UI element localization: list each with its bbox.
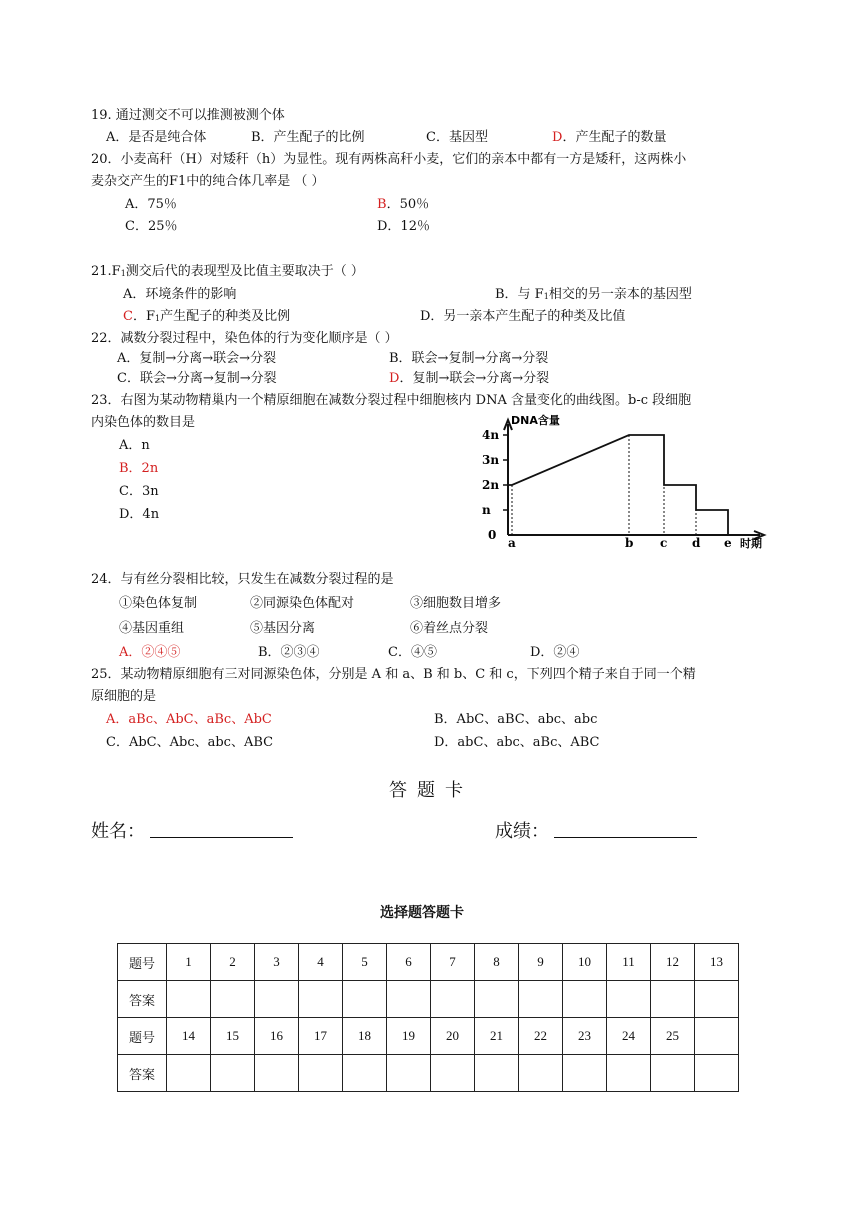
q21-stem: $21.F_1$测交后代的表现型及比值主要取决于（ ） — [91, 264, 364, 279]
y-axis-label: DNA含量 — [511, 414, 560, 427]
answer-cell[interactable] — [431, 981, 475, 1018]
answer-cell[interactable] — [343, 981, 387, 1018]
row-label: 题号 — [118, 1018, 167, 1055]
answer-cell[interactable] — [211, 981, 255, 1018]
q20-option-a: A．75％ — [125, 197, 177, 212]
q23-stem-line1: 23．右图为某动物精巢内一个精原细胞在减数分裂过程中细胞核内 DNA 含量变化的曲线图。b-c 段细胞 — [91, 393, 692, 408]
q20-stem-line1: 20．小麦高秆（H）对矮秆（h）为显性。现有两株高秆小麦，它们的亲本中都有一方是矮秆，这两株小 — [91, 152, 687, 167]
q19-option-c: C．基因型 — [426, 130, 488, 145]
question-number: 12 — [651, 944, 695, 981]
question-number — [695, 1018, 739, 1055]
q21-option-b: B．与 $F_1$相交的另一亲本的基因型 — [495, 287, 692, 302]
q25-option-b: B．AbC、aBC、abc、abc — [434, 712, 598, 727]
q19-option-d: D．产生配子的数量 — [552, 130, 667, 145]
dna-content-chart — [478, 410, 778, 555]
answer-cell[interactable] — [211, 1055, 255, 1092]
answer-cell[interactable] — [519, 1055, 563, 1092]
question-number: 15 — [211, 1018, 255, 1055]
answer-cell[interactable] — [475, 1055, 519, 1092]
q25-option-d: D．abC、abc、aBc、ABC — [434, 735, 600, 750]
question-number: 1 — [167, 944, 211, 981]
y-tick-label: 2n — [482, 478, 500, 492]
q25-option-a: A．aBc、AbC、aBc、AbC — [106, 712, 272, 727]
question-number: 2 — [211, 944, 255, 981]
answer-cell[interactable] — [475, 981, 519, 1018]
choice-card-subtitle: 选择题答题卡 — [380, 905, 464, 921]
x-tick-label: b — [625, 536, 634, 550]
row-label: 答案 — [118, 981, 167, 1018]
answer-cell[interactable] — [167, 1055, 211, 1092]
number-row-1 — [118, 944, 739, 981]
question-number: 14 — [167, 1018, 211, 1055]
q24-item-6: ⑥着丝点分裂 — [410, 621, 489, 636]
answer-cell[interactable] — [607, 981, 651, 1018]
answer-cell[interactable] — [387, 1055, 431, 1092]
question-number: 6 — [387, 944, 431, 981]
question-number: 7 — [431, 944, 475, 981]
q24-item-3: ③细胞数目增多 — [410, 596, 502, 611]
q23-stem-line2: 内染色体的数目是 — [91, 415, 196, 430]
question-number: 21 — [475, 1018, 519, 1055]
q20-stem-line2: 麦杂交产生的F1中的纯合体几率是 （ ） — [91, 174, 325, 189]
q22-option-b: B．联会→复制→分离→分裂 — [389, 351, 549, 366]
q24-option-d: D．②④ — [530, 645, 580, 660]
question-number: 4 — [299, 944, 343, 981]
q24-option-a: A．②④⑤ — [119, 645, 181, 660]
q19-answer-mark: D — [552, 130, 563, 145]
answer-cell[interactable] — [299, 981, 343, 1018]
answer-cell[interactable] — [695, 981, 739, 1018]
q20-option-d: D．12％ — [377, 219, 430, 234]
q23-option-b: B．2n — [119, 461, 159, 476]
question-number: 13 — [695, 944, 739, 981]
question-number: 9 — [519, 944, 563, 981]
answer-cell[interactable] — [255, 1055, 299, 1092]
q25-stem-line2: 原细胞的是 — [91, 689, 157, 704]
row-label: 题号 — [118, 944, 167, 981]
question-number: 25 — [651, 1018, 695, 1055]
question-number: 10 — [563, 944, 607, 981]
q22-answer-mark: D — [389, 371, 400, 386]
answer-grid — [117, 943, 739, 1092]
q21-answer-mark: C — [123, 309, 133, 324]
q22-option-c: C．联会→分离→复制→分裂 — [117, 371, 277, 386]
q20-option-b: B．50％ — [377, 197, 430, 212]
answer-row-2 — [118, 1055, 739, 1092]
answer-cell[interactable] — [255, 981, 299, 1018]
question-number: 16 — [255, 1018, 299, 1055]
q23-option-c: C．3n — [119, 484, 159, 499]
q21-option-d: D．另一亲本产生配子的种类及比值 — [420, 309, 626, 324]
question-number: 18 — [343, 1018, 387, 1055]
q19-stem: 19. 通过测交不可以推测被测个体 — [91, 108, 285, 123]
row-label: 答案 — [118, 1055, 167, 1092]
y-tick-label: 4n — [482, 428, 500, 442]
question-number: 3 — [255, 944, 299, 981]
answer-cell[interactable] — [519, 981, 563, 1018]
name-field[interactable] — [150, 836, 293, 838]
q22-stem: 22．减数分裂过程中，染色体的行为变化顺序是（ ） — [91, 331, 398, 346]
answer-cell[interactable] — [167, 981, 211, 1018]
score-field[interactable] — [554, 836, 697, 838]
q19-option-b: B．产生配子的比例 — [251, 130, 365, 145]
question-number: 5 — [343, 944, 387, 981]
q24-option-b: B．②③④ — [258, 645, 320, 660]
x-axis-label: 时期 — [740, 537, 762, 550]
q23-option-d: D．4n — [119, 507, 160, 522]
question-number: 22 — [519, 1018, 563, 1055]
answer-cell[interactable] — [563, 981, 607, 1018]
name-label: 姓名： — [91, 821, 145, 842]
score-label: 成绩： — [495, 821, 549, 842]
answer-cell[interactable] — [431, 1055, 475, 1092]
q24-item-5: ⑤基因分离 — [250, 621, 316, 636]
answer-card-title: 答题卡 — [389, 780, 473, 801]
question-number: 19 — [387, 1018, 431, 1055]
q21-option-a: A．环境条件的影响 — [123, 287, 237, 302]
q24-option-c: C．④⑤ — [388, 645, 437, 660]
answer-cell[interactable] — [651, 1055, 695, 1092]
dna-series-line — [509, 435, 728, 535]
question-number: 17 — [299, 1018, 343, 1055]
x-tick-label: a — [508, 536, 516, 550]
y-tick-label: n — [482, 503, 491, 517]
q24-item-2: ②同源染色体配对 — [250, 596, 355, 611]
y-tick-label: 3n — [482, 453, 500, 467]
answer-cell[interactable] — [299, 1055, 343, 1092]
x-tick-label: e — [724, 536, 732, 550]
q24-item-4: ④基因重组 — [119, 621, 185, 636]
question-number: 23 — [563, 1018, 607, 1055]
x-tick-label: c — [660, 536, 668, 550]
answer-cell[interactable] — [607, 1055, 651, 1092]
question-number: 11 — [607, 944, 651, 981]
q21-option-c: C．$F_1$产生配子的种类及比例 — [123, 309, 291, 324]
answer-cell[interactable] — [695, 1055, 739, 1092]
q24-item-1: ①染色体复制 — [119, 596, 198, 611]
y-tick-label: 0 — [488, 528, 497, 542]
question-number: 8 — [475, 944, 519, 981]
q22-option-d: D．复制→联会→分离→分裂 — [389, 371, 550, 386]
question-number: 24 — [607, 1018, 651, 1055]
q19-option-a: A．是否是纯合体 — [106, 130, 207, 145]
number-row-2 — [118, 1018, 739, 1055]
q25-option-c: C．AbC、Abc、abc、ABC — [106, 735, 274, 750]
q24-stem: 24．与有丝分裂相比较，只发生在减数分裂过程的是 — [91, 572, 394, 587]
answer-cell[interactable] — [651, 981, 695, 1018]
question-number: 20 — [431, 1018, 475, 1055]
answer-cell[interactable] — [563, 1055, 607, 1092]
x-tick-label: d — [692, 536, 701, 550]
answer-cell[interactable] — [387, 981, 431, 1018]
answer-cell[interactable] — [343, 1055, 387, 1092]
q25-stem-line1: 25．某动物精原细胞有三对同源染色体，分别是 A 和 a、B 和 b、C 和 c，下列四个精子来自于同一个精 — [91, 667, 696, 682]
q20-option-c: C．25％ — [125, 219, 178, 234]
q20-answer-mark: B — [377, 197, 387, 212]
q23-option-a: A．n — [119, 438, 150, 453]
q22-option-a: A．复制→分离→联会→分裂 — [117, 351, 277, 366]
answer-row-1 — [118, 981, 739, 1018]
